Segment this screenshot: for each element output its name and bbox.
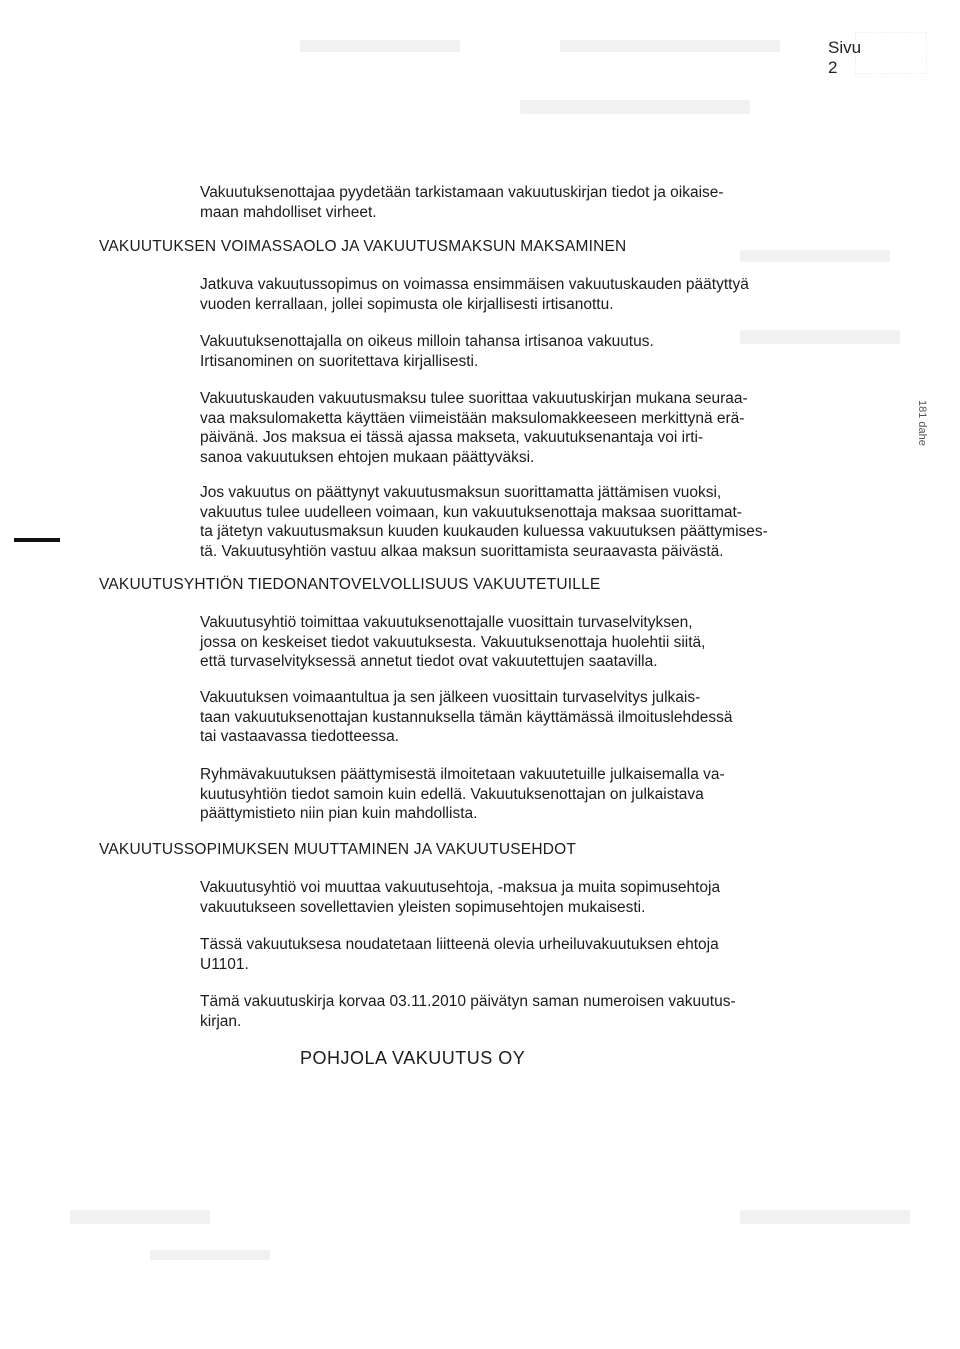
page-number-label xyxy=(828,38,861,78)
section-paragraph: Vakuutusyhtiö toimittaa vakuutuksenottajalle vuosittain turvaselvityksen, jossa on keskeiset tiedot vakuutuksesta. Vakuutuksenottaja huolehtii siitä, että turvaselvityksessä annetut tiedot ovat vakuutettujen saatavilla. xyxy=(200,614,706,670)
section-paragraph: Jos vakuutus on päättynyt vakuutusmaksun suorittamatta jättämisen vuoksi, vakuutus tulee uudelleen voimaan, kun vakuutuksenottaja maksaa suorittamat- ta jätetyn vakuutusmaksun kuuden kuukauden kuluessa vakuutuksen päättymises- tä. Vakuutusyhtiön vastuu alkaa maksun suorittamista seuraavasta päivästä. xyxy=(200,484,768,560)
intro-paragraph: Vakuutuksenottajaa pyydetään tarkistamaan vakuutuskirjan tiedot ja oikaise- maan mahdolliset virheet. xyxy=(200,184,724,221)
side-code: 181 dahe xyxy=(916,400,928,446)
bleed-through-block xyxy=(520,100,750,114)
section-heading-muuttaminen: VAKUUTUSSOPIMUKSEN MUUTTAMINEN JA VAKUUTUSEHDOT xyxy=(99,841,577,858)
section-heading-tiedonantovelvollisuus: VAKUUTUSYHTIÖN TIEDONANTOVELVOLLISUUS VAKUUTETUILLE xyxy=(99,576,601,593)
company-signature: POHJOLA VAKUUTUS OY xyxy=(300,1048,526,1068)
section-heading-voimassaolo: VAKUUTUKSEN VOIMASSAOLO JA VAKUUTUSMAKSUN MAKSAMINEN xyxy=(99,238,627,255)
section-paragraph: Tämä vakuutuskirja korvaa 03.11.2010 päivätyn saman numeroisen vakuutus- kirjan. xyxy=(200,993,736,1030)
margin-mark xyxy=(14,538,60,542)
page-label-word: Sivu xyxy=(828,38,862,57)
section-paragraph: Vakuutuksenottajalla on oikeus milloin tahansa irtisanoa vakuutus. Irtisanominen on suoritettava kirjallisesti. xyxy=(200,333,654,370)
section-paragraph: Vakuutusyhtiö voi muuttaa vakuutusehtoja, -maksua ja muita sopimusehtoja vakuutukseen sovellettavien yleisten sopimusehtojen mukaisesti. xyxy=(200,879,721,916)
section-paragraph: Vakuutuskauden vakuutusmaksu tulee suorittaa vakuutuskirjan mukana seuraa- vaa maksulomaketta käyttäen viimeistään maksulomakkeeseen merkittynä erä- päivänä. Jos maksua ei tässä ajassa makseta, vakuutuksenantaja voi irti- sanoa vakuutuksen ehtojen mukaan päättyväksi. xyxy=(200,390,748,466)
bleed-through-block xyxy=(300,40,460,52)
bleed-through-block xyxy=(740,250,890,262)
page-number: 2 xyxy=(828,58,838,77)
bleed-through-block xyxy=(560,40,780,52)
section-paragraph: Jatkuva vakuutussopimus on voimassa ensimmäisen vakuutuskauden päätyttyä vuoden kerrallaan, jollei sopimusta ole kirjallisesti irtisanottu. xyxy=(200,276,749,313)
logo-watermark xyxy=(855,32,927,74)
section-paragraph: Tässä vakuutuksesa noudatetaan liitteenä olevia urheiluvakuutuksen ehtoja U1101. xyxy=(200,936,719,973)
bleed-through-block xyxy=(740,1210,910,1224)
section-paragraph: Ryhmävakuutuksen päättymisestä ilmoitetaan vakuutetuille julkaisemalla va- kuutusyhtiön tiedot samoin kuin edellä. Vakuutuksenottajan on julkaistava päättymistieto niin pian kuin mahdollista. xyxy=(200,766,725,822)
section-paragraph: Vakuutuksen voimaantultua ja sen jälkeen vuosittain turvaselvitys julkais- taan vakuutuksenottajan kustannuksella tämän käyttämässä ilmoituslehdessä tai vastaavassa tiedotteessa. xyxy=(200,689,733,745)
bleed-through-block xyxy=(70,1210,210,1224)
bleed-through-block xyxy=(150,1250,270,1260)
